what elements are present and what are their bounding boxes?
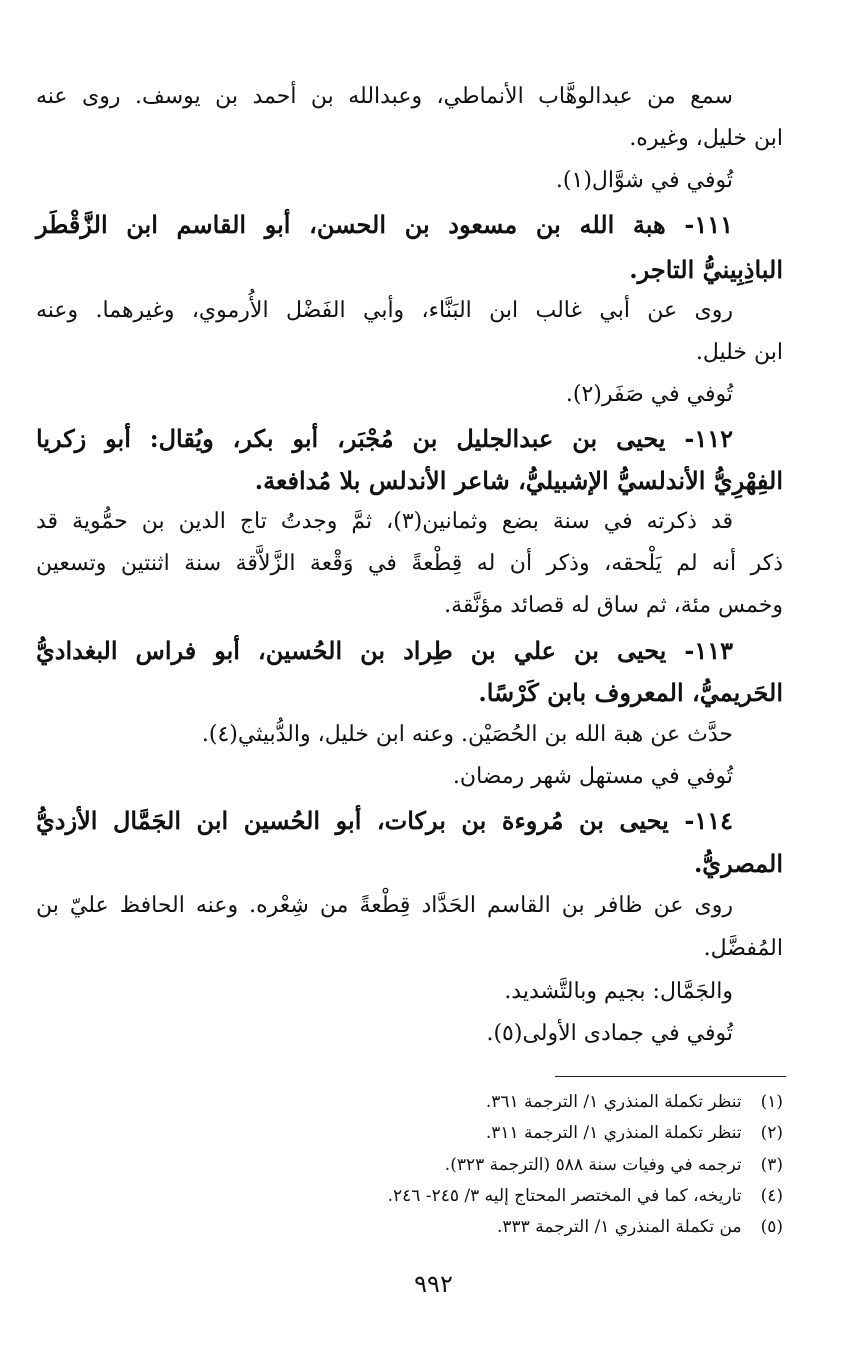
body-line: وخمس مئة، ثم ساق له قصائد مؤنَّقة. <box>444 593 783 618</box>
body-line: ابن خليل، وغيره. <box>629 126 783 151</box>
footnote-text: من تكملة المنذري ١/ الترجمة ٣٣٣. <box>496 1217 742 1237</box>
footnote-number: (٤) <box>760 1186 783 1206</box>
footnote-number: (٥) <box>760 1217 783 1237</box>
entry-heading-113-cont: الحَريميُّ، المعروف بابن كَرْسًا. <box>478 678 783 707</box>
footnote-text: تنظر تكملة المنذري ١/ الترجمة ٣٦١. <box>485 1092 742 1112</box>
entry-heading-111: ١١١- هبة الله بن مسعود بن الحسن، أبو القاسم ابن الزَّقْطَر <box>36 210 733 239</box>
footnote-number: (١) <box>760 1092 783 1112</box>
footnote <box>200 1186 783 1206</box>
entry-heading-112: ١١٢- يحيى بن عبدالجليل بن مُجْبَر، أبو بكر، ويُقال: أبو زكريا <box>36 424 733 453</box>
footnote <box>200 1092 783 1112</box>
body-line: تُوفي في جمادى الأولى(٥). <box>486 1021 733 1046</box>
body-line: حدَّث عن هبة الله بن الحُصَيْن. وعنه ابن خليل، والدُّبيثي(٤). <box>201 722 733 747</box>
entry-heading-111-cont: الباذِبِينيُّ التاجر. <box>629 255 783 284</box>
footnote-text: تنظر تكملة المنذري ١/ الترجمة ٣١١. <box>485 1123 742 1143</box>
footnote-separator <box>555 1076 786 1077</box>
body-line: روى عن أبي غالب ابن البَنَّاء، وأبي الفَضْل الأُرموي، وغيرهما. وعنه <box>36 298 733 323</box>
body-line: سمع من عبدالوهَّاب الأنماطي، وعبدالله بن أحمد بن يوسف. روى عنه <box>36 84 733 109</box>
footnote <box>200 1123 783 1143</box>
page-number: ٩٩٢ <box>414 1270 453 1298</box>
body-line: تُوفي في شوَّال(١). <box>555 168 733 193</box>
entry-heading-114-cont: المصريُّ. <box>693 849 783 878</box>
body-line: والجَمَّال: بجيم وبالتَّشديد. <box>504 979 733 1004</box>
body-line: المُفضَّل. <box>703 936 783 961</box>
body-line: تُوفي في مستهل شهر رمضان. <box>452 764 733 789</box>
footnote-text: تاريخه، كما في المختصر المحتاج إليه ٣/ ٢٤٥- ٢٤٦. <box>387 1186 742 1206</box>
footnote-text: ترجمه في وفيات سنة ٥٨٨ (الترجمة ٣٢٣). <box>444 1155 742 1175</box>
body-line: قد ذكرته في سنة بضع وثمانين(٣)، ثمَّ وجدتُ تاج الدين بن حمُّوية قد <box>36 509 734 534</box>
footnote-number: (٢) <box>760 1123 783 1143</box>
body-line: روى عن ظافر بن القاسم الحَدَّاد قِطْعةً من شِعْره. وعنه الحافظ عليّ بن <box>36 893 733 918</box>
body-line: تُوفي في صَفَر(٢). <box>565 382 733 407</box>
footnote <box>200 1217 783 1237</box>
footnote-number: (٣) <box>760 1155 783 1175</box>
entry-heading-114: ١١٤- يحيى بن مُروءة بن بركات، أبو الحُسين ابن الجَمَّال الأزديُّ <box>36 806 733 835</box>
footnote <box>200 1155 783 1175</box>
entry-heading-113: ١١٣- يحيى بن علي بن طِراد بن الحُسين، أبو فراس البغداديُّ <box>36 636 733 665</box>
entry-heading-112-cont: الفِهْرِيُّ الأندلسيُّ الإشبيليُّ، شاعر الأندلس بلا مُدافعة. <box>254 466 783 495</box>
body-line: ذكر أنه لم يَلْحقه، وذكر أن له قِطْعةً في وَقْعة الزَّلاَّقة سنة اثنتين وتسعين <box>36 551 783 576</box>
body-line: ابن خليل. <box>695 340 783 365</box>
